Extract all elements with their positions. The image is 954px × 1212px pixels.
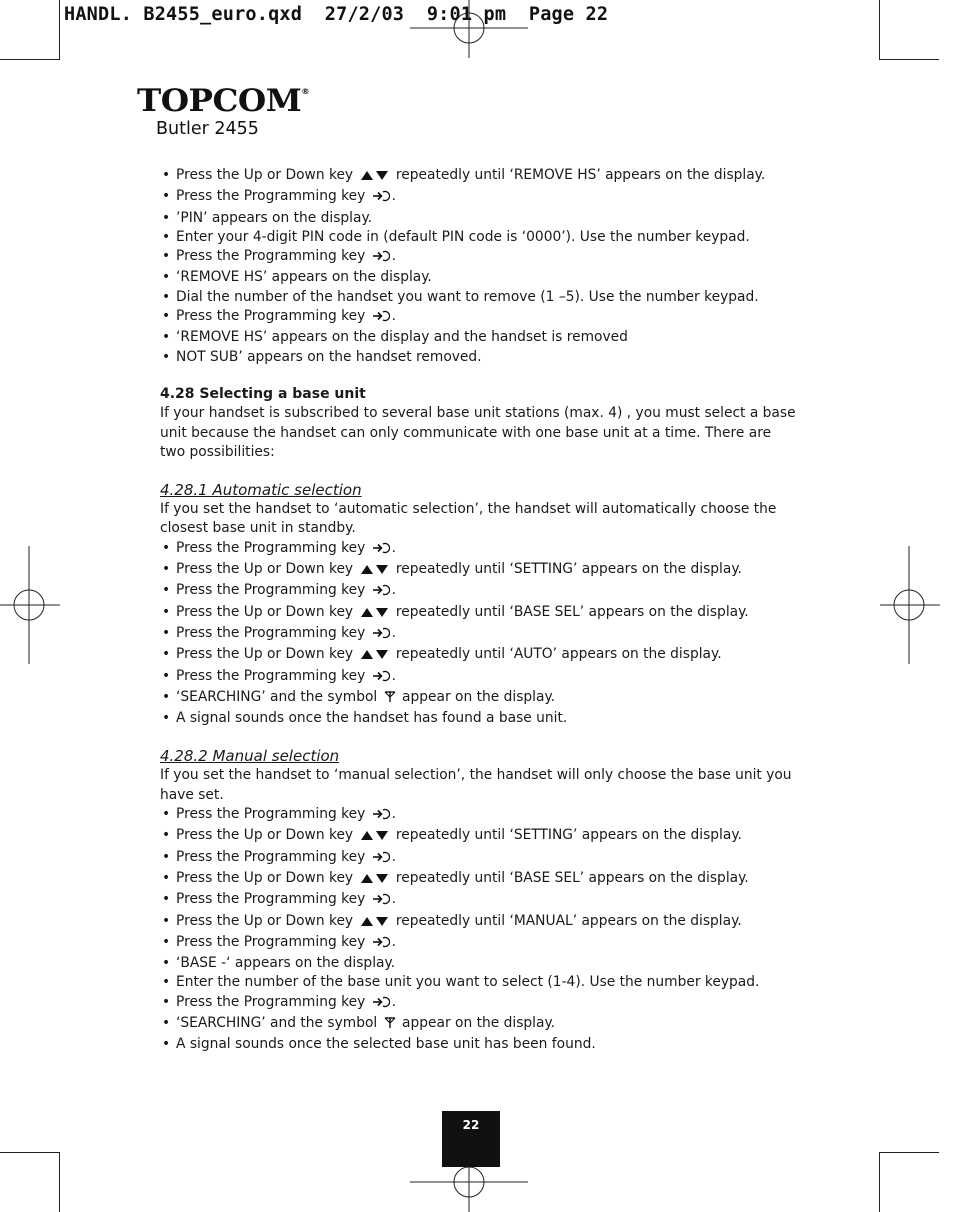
step-text-continued: . <box>391 933 397 950</box>
step-text: ‘BASE -‘ appears on the display. <box>176 955 396 972</box>
step-text-continued: . <box>391 582 397 599</box>
step-text-continued: repeatedly until ‘AUTO’ appears on the display. <box>395 646 722 663</box>
step-text-continued: repeatedly until ‘REMOVE HS’ appears on the display. <box>395 167 766 183</box>
step-text: Press the Up or Down key <box>176 167 354 183</box>
programming-key-icon <box>372 189 390 208</box>
crop-mark-bottom-left-v <box>59 1152 60 1212</box>
step-text-continued: . <box>391 806 397 823</box>
programming-key-icon <box>372 807 390 826</box>
step-text: Press the Up or Down key <box>176 646 354 663</box>
crop-mark-bottom-left-h <box>0 1152 60 1153</box>
step-text: NOT SUB’ appears on the handset removed. <box>176 348 482 365</box>
step-text: ‘SEARCHING’ and the symbol <box>176 1014 378 1031</box>
programming-key-icon <box>372 626 390 645</box>
step-text-continued: appear on the display. <box>402 688 556 705</box>
manual-steps-list <box>160 805 800 1055</box>
automatic-steps-list <box>160 539 800 729</box>
step-text: Press the Up or Down key <box>176 561 354 578</box>
step-text-continued: repeatedly until ‘SETTING’ appears on the display. <box>395 561 742 578</box>
step-text: Press the Programming key <box>176 933 366 950</box>
list-item <box>160 288 800 307</box>
programming-key-icon <box>372 995 390 1014</box>
step-text: ‘REMOVE HS’ appears on the display. <box>176 269 432 286</box>
list-item <box>160 645 800 666</box>
step-text: Press the Programming key <box>176 308 366 325</box>
list-item <box>160 688 800 709</box>
step-text: Press the Programming key <box>176 806 366 823</box>
crop-mark-top-right-v <box>879 0 880 60</box>
step-text-continued: repeatedly until ‘MANUAL’ appears on the display. <box>395 912 742 929</box>
step-text: ‘SEARCHING’ and the symbol <box>176 688 378 705</box>
step-text: Press the Programming key <box>176 624 366 641</box>
programming-key-icon <box>372 935 390 954</box>
registered-mark: ® <box>301 87 310 96</box>
list-item <box>160 166 800 187</box>
step-text: Press the Programming key <box>176 891 366 908</box>
step-text: A signal sounds once the selected base unit has been found. <box>176 1036 596 1053</box>
list-item <box>160 912 800 933</box>
step-text: A signal sounds once the handset has found a base unit. <box>176 710 568 727</box>
step-text: Press the Programming key <box>176 539 366 556</box>
step-text: Press the Up or Down key <box>176 869 354 886</box>
step-text-continued: . <box>391 848 397 865</box>
up-down-arrow-keys-icon <box>360 605 390 624</box>
programming-key-icon <box>372 541 390 560</box>
up-down-arrow-keys-icon <box>360 562 390 581</box>
list-item <box>160 869 800 890</box>
step-text-continued: . <box>391 891 397 908</box>
programming-key-icon <box>372 669 390 688</box>
print-slug: HANDL. B2455_euro.qxd 27/2/03 9:01 pm Page 22 <box>64 4 609 25</box>
crop-mark-top-left-h <box>0 59 60 60</box>
programming-key-icon <box>372 583 390 602</box>
page-number-tab <box>442 1111 500 1167</box>
list-item <box>160 826 800 847</box>
up-down-arrow-keys-icon <box>360 914 390 933</box>
programming-key-icon <box>372 850 390 869</box>
list-item <box>160 709 800 728</box>
list-item <box>160 307 800 328</box>
step-text-continued: . <box>391 539 397 556</box>
list-item <box>160 624 800 645</box>
step-text: Dial the number of the handset you want to remove (1 –5). Use the number keypad. <box>176 288 759 305</box>
registration-mark-left <box>0 546 60 664</box>
step-text-continued: . <box>391 308 397 325</box>
model-name: Butler 2455 <box>156 119 259 139</box>
crop-mark-bottom-right-v <box>879 1152 880 1212</box>
list-item <box>160 348 800 367</box>
list-item <box>160 805 800 826</box>
step-text-continued: . <box>391 188 397 205</box>
registration-mark-right <box>880 546 940 664</box>
step-text-continued: . <box>391 993 397 1010</box>
section-heading: 4.28 Selecting a base unit <box>160 385 366 402</box>
crop-mark-top-left-v <box>59 0 60 60</box>
page-content <box>160 166 800 1055</box>
intro-steps-list <box>160 166 800 367</box>
list-item <box>160 209 800 228</box>
programming-key-icon <box>372 249 390 268</box>
list-item <box>160 973 800 992</box>
step-text: ’PIN’ appears on the display. <box>176 209 373 226</box>
list-item <box>160 187 800 208</box>
antenna-signal-icon <box>384 690 396 709</box>
up-down-arrow-keys-icon <box>360 168 390 187</box>
up-down-arrow-keys-icon <box>360 647 390 666</box>
manual-selection-heading: 4.28.2 Manual selection <box>160 747 340 766</box>
step-text: Press the Programming key <box>176 667 366 684</box>
list-item <box>160 560 800 581</box>
manual-selection-body: If you set the handset to ‘manual selection’, the handset will only choose the base unit you have set. <box>160 767 792 803</box>
list-item <box>160 328 800 347</box>
step-text: Enter the number of the base unit you want to select (1-4). Use the number keypad. <box>176 974 760 991</box>
list-item <box>160 890 800 911</box>
step-text: Press the Programming key <box>176 188 366 205</box>
brand-logo <box>137 83 310 119</box>
step-text: Press the Up or Down key <box>176 912 354 929</box>
step-text: Press the Up or Down key <box>176 603 354 620</box>
logo-text: TOPCOM <box>137 83 302 119</box>
step-text: Press the Programming key <box>176 248 366 265</box>
programming-key-icon <box>372 892 390 911</box>
list-item <box>160 603 800 624</box>
step-text-continued: repeatedly until ‘SETTING’ appears on the display. <box>395 827 742 844</box>
page-number: 22 <box>462 1118 480 1132</box>
list-item <box>160 1014 800 1035</box>
programming-key-icon <box>372 309 390 328</box>
step-text: ‘REMOVE HS’ appears on the display and the handset is removed <box>176 329 628 346</box>
crop-mark-top-right-h <box>879 59 939 60</box>
step-text-continued: repeatedly until ‘BASE SEL’ appears on the display. <box>395 869 749 886</box>
list-item <box>160 954 800 973</box>
step-text: Enter your 4-digit PIN code in (default PIN code is ‘0000’). Use the number keypad. <box>176 228 750 245</box>
list-item <box>160 228 800 247</box>
list-item <box>160 268 800 287</box>
list-item <box>160 1035 800 1054</box>
list-item <box>160 581 800 602</box>
antenna-signal-icon <box>384 1016 396 1035</box>
list-item <box>160 933 800 954</box>
step-text: Press the Programming key <box>176 848 366 865</box>
automatic-selection-heading: 4.28.1 Automatic selection <box>160 481 362 500</box>
up-down-arrow-keys-icon <box>360 828 390 847</box>
step-text-continued: repeatedly until ‘BASE SEL’ appears on the display. <box>395 603 749 620</box>
list-item <box>160 247 800 268</box>
crop-mark-bottom-right-h <box>879 1152 939 1153</box>
list-item <box>160 539 800 560</box>
step-text-continued: . <box>391 624 397 641</box>
step-text: Press the Programming key <box>176 993 366 1010</box>
automatic-selection-body: If you set the handset to ‘automatic selection’, the handset will automatically choose the closest base unit in standby. <box>160 501 777 537</box>
step-text-continued: . <box>391 248 397 265</box>
list-item <box>160 667 800 688</box>
step-text-continued: . <box>391 667 397 684</box>
section-body: If your handset is subscribed to several base unit stations (max. 4) , you must select a base unit because the handset can only communicate with one base unit at a time. There are two possibilities: <box>160 405 796 460</box>
step-text-continued: appear on the display. <box>402 1014 556 1031</box>
list-item <box>160 993 800 1014</box>
up-down-arrow-keys-icon <box>360 871 390 890</box>
step-text: Press the Up or Down key <box>176 827 354 844</box>
step-text: Press the Programming key <box>176 582 366 599</box>
list-item <box>160 848 800 869</box>
